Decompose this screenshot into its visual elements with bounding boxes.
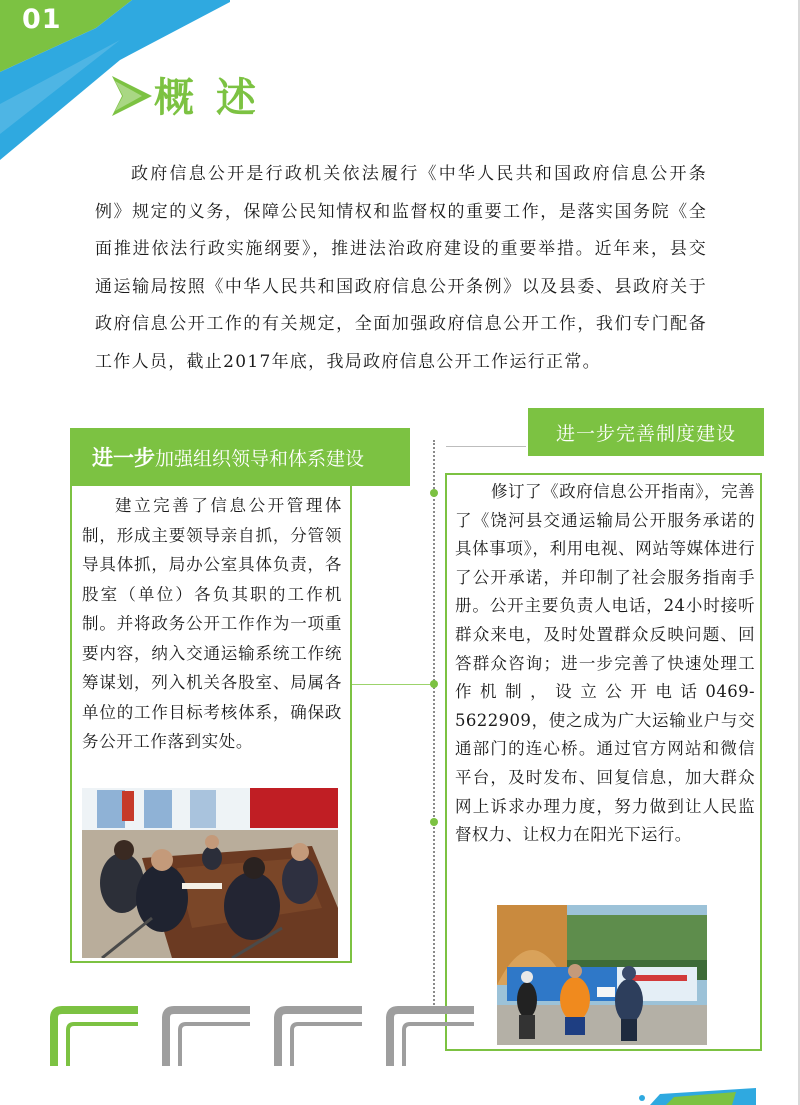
- right-section-body: 修订了《政府信息公开指南》，完善了《饶河县交通运输局公开服务承诺的具体事项》，利用电视、网站等媒体进行了公开承诺，并印制了社会服务指南手册。公开主要负责人电话，24小时接听群众来电，及时处置群众反映问题、回答群众咨询；进一步完善了快速处理工作机制，设立公开电话0469-5622909，使之成为广大运输业户与交通部门的连心桥。通过官方网站和微信平台，及时发布、回复信息，加大群众网上诉求办理力度，努力做到让人民监督权力、让权力在阳光下运行。: [455, 482, 755, 845]
- corner-bracket-icon: [274, 1006, 364, 1068]
- timeline-line: [433, 440, 435, 1005]
- corner-bracket-icon: [386, 1006, 476, 1068]
- right-section-header: 进一步完善制度建设: [528, 408, 764, 456]
- intro-paragraph: 政府信息公开是行政机关依法履行《中华人民共和国政府信息公开条例》规定的义务，保障公民知情权和监督权的重要工作，是落实国务院《全面推进依法行政实施纲要》，推进法治政府建设的重要举措。近年来，县交通运输局按照《中华人民共和国政府信息公开条例》以及县委、县政府关于政府信息公开工作的有关规定，全面加强政府信息公开工作，我们专门配备工作人员，截止2017年底，我局政府信息公开工作运行正常。: [95, 164, 707, 372]
- left-section-body: 建立完善了信息公开管理体制，形成主要领导亲自抓，分管领导具体抓，局办公室具体负责，各股室（单位）各负其职的工作机制。并将政务公开工作作为一项重要内容，纳入交通运输系统工作统筹谋划，列入机关各股室、局属各单位的工作目标考核体系，确保政务公开工作落到实处。: [82, 496, 342, 751]
- connector-line: [446, 446, 526, 447]
- arrow-icon: [112, 74, 152, 118]
- timeline-dot: [430, 818, 438, 826]
- header-emphasis: 进一步: [92, 446, 155, 470]
- outdoor-publicity-photo: [497, 905, 707, 1045]
- page-title: 概述: [154, 75, 278, 121]
- header-text: 加强组织领导和体系建设: [155, 447, 365, 470]
- footer-logo-strip: [636, 1088, 756, 1105]
- corner-bracket-icon: [50, 1006, 140, 1068]
- connector-line: [352, 684, 434, 685]
- timeline-dot: [430, 680, 438, 688]
- left-section-header: [70, 428, 410, 486]
- meeting-photo: [82, 788, 338, 958]
- timeline-dot: [430, 489, 438, 497]
- page-number: 01: [22, 4, 62, 35]
- corner-bracket-icon: [162, 1006, 252, 1068]
